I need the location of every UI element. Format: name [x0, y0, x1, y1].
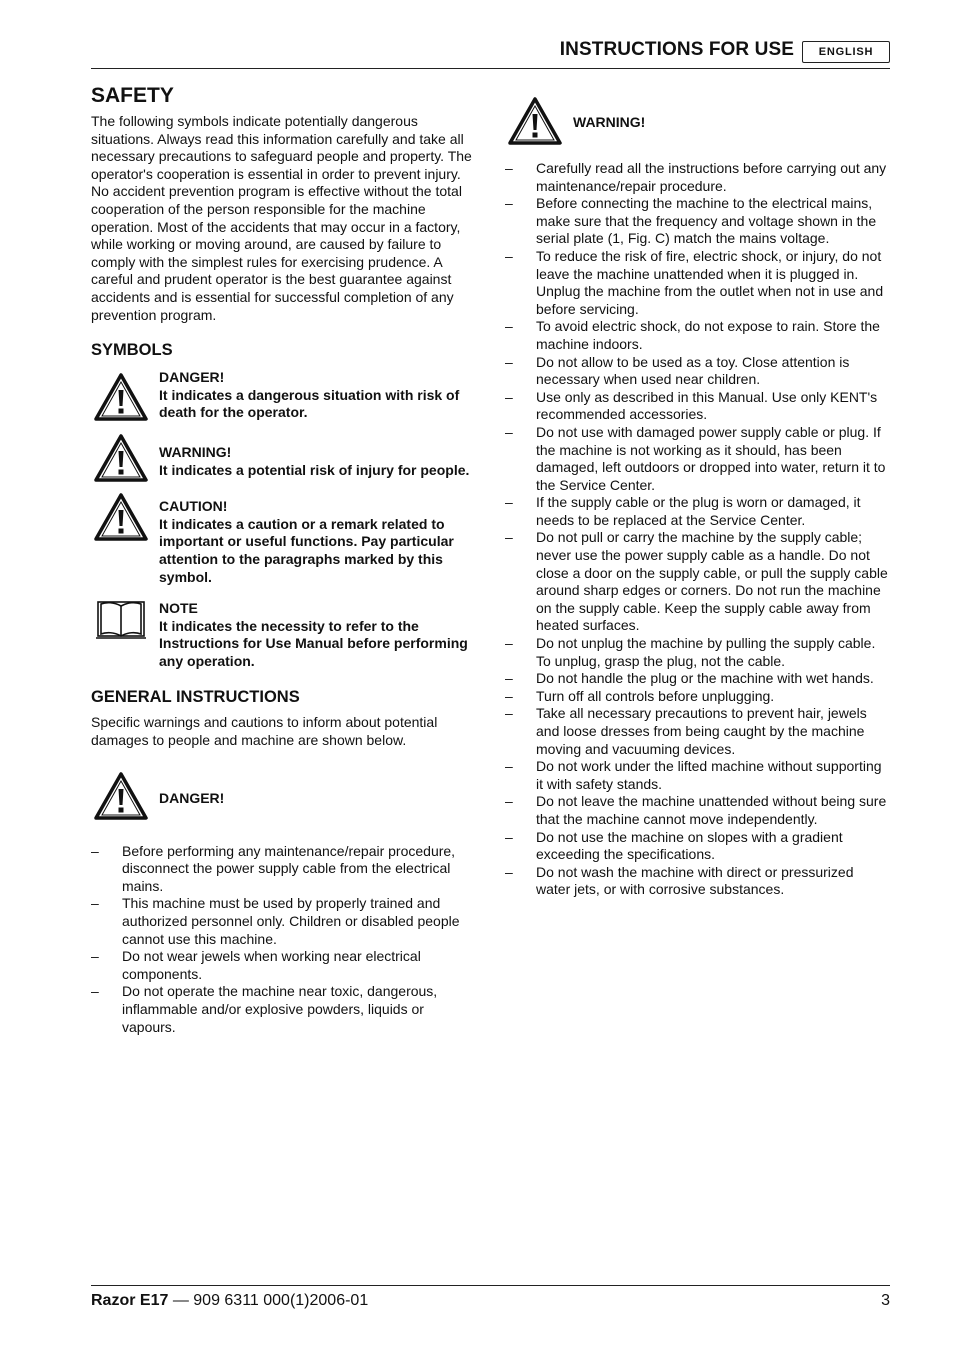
symbol-label: NOTE: [159, 600, 198, 617]
symbol-text: It indicates the necessity to refer to the Instructions for Use Manual before performing any operation.: [159, 617, 468, 669]
list-item: – Do not operate the machine near toxic, dangerous, inflammable and/or explosive powders, liquids or vapours.: [91, 983, 438, 1035]
safety-title: SAFETY: [91, 84, 174, 107]
symbol-caution: [91, 498, 476, 586]
list-item: – Do not wash the machine with direct or pressurized water jets, or with corrosive substances.: [505, 863, 854, 898]
right-column: [505, 84, 890, 899]
list-item: – If the supply cable or the plug is worn or damaged, it needs to be replaced at the Service Center.: [505, 494, 861, 528]
open-book-icon: [94, 596, 148, 646]
list-item: – Before connecting the machine to the electrical mains, make sure that the frequency and voltage shown in the serial plate (1, Fig. C) match the mains voltage.: [505, 195, 877, 247]
safety-intro: The following symbols indicate potentially dangerous situations. Always read this information carefully and take all necessary precautions to safeguard people and property. The operator's cooperation is essential in order to prevent injury. No accident prevention program is effective without the total cooperation of the person responsible for the machine operation. Most of the accidents that may occur in a factory, while working or moving around, are caused by failure to comply with the simplest rules for exercising prudence. A careful and prudent operator is the best guarantee against accidents and is essential for successful completion of any prevention program.: [91, 113, 472, 323]
warning-triangle-icon: [94, 433, 148, 483]
list-item: – Do not handle the plug or the machine with wet hands.: [505, 670, 874, 687]
list-item: – Turn off all controls before unplugging.: [505, 687, 775, 704]
warning-label: WARNING!: [573, 114, 646, 130]
danger-heading: [91, 750, 476, 830]
left-column: [91, 84, 476, 1036]
list-item: – Do not allow to be used as a toy. Close attention is necessary when used near children.: [505, 353, 850, 388]
page-number: 3: [881, 1292, 890, 1309]
footer-code: — 909 6311 000(1)2006-01: [168, 1292, 369, 1309]
symbol-text: It indicates a potential risk of injury for people.: [159, 461, 470, 478]
general-instructions-title: GENERAL INSTRUCTIONS: [91, 688, 300, 707]
symbol-text: It indicates a dangerous situation with risk of death for the operator.: [159, 386, 460, 421]
warning-heading: [505, 84, 890, 146]
symbol-label: CAUTION!: [159, 498, 228, 515]
header-title: INSTRUCTIONS FOR USE: [559, 39, 794, 60]
footer-model-code: [91, 1292, 368, 1310]
symbol-danger: [91, 369, 476, 429]
list-item: – Before performing any maintenance/repair procedure, disconnect the power supply cable from the electrical mains.: [91, 842, 456, 894]
warning-triangle-icon: [507, 96, 563, 146]
list-item: – To avoid electric shock, do not expose to rain. Store the machine indoors.: [505, 318, 880, 352]
list-item: – Carefully read all the instructions before carrying out any maintenance/repair procedure.: [505, 160, 887, 194]
footer-model: Razor E17: [91, 1292, 169, 1309]
page-header: [91, 38, 890, 69]
list-item: – Do not wear jewels when working near electrical components.: [91, 948, 421, 982]
list-item: – This machine must be used by properly trained and authorized personnel only. Children or disabled people cannot use this machine.: [91, 895, 460, 947]
list-item: – Do not pull or carry the machine by the supply cable; never use the power supply cable as a handle. Do not close a door on the supply cable, or pull the supply cable around sharp edges or corners. Do not run the machine on the supply cable. Keep the supply cable away from heated surfaces.: [505, 529, 888, 634]
list-item: – Do not use the machine on slopes with a gradient exceeding the specifications.: [505, 828, 843, 863]
list-item: – To reduce the risk of fire, electric shock, or injury, do not leave the machine unattended when it is plugged in. Unplug the machine from the outlet when not in use and before servicing.: [505, 247, 884, 317]
danger-label: DANGER!: [159, 789, 225, 806]
symbols-title: SYMBOLS: [91, 341, 173, 360]
list-item: – Take all necessary precautions to prevent hair, jewels and loose dresses from being caught by the machine moving and vacuuming devices.: [505, 705, 867, 757]
list-item: – Do not use with damaged power supply cable or plug. If the machine is not working as it should, has been damaged, left outdoors or dropped into water, return it to the Service Center.: [505, 423, 886, 493]
caution-triangle-icon: [94, 492, 148, 542]
warning-list: [505, 160, 890, 899]
symbol-label: WARNING!: [159, 444, 232, 461]
language-badge: ENGLISH: [802, 41, 890, 63]
general-intro: Specific warnings and cautions to inform about potential damages to people and machine are shown below.: [91, 714, 438, 749]
page-footer: [91, 1285, 890, 1309]
list-item: – Do not leave the machine unattended without being sure that the machine cannot move independently.: [505, 793, 887, 827]
list-item: – Do not unplug the machine by pulling the supply cable. To unplug, grasp the plug, not the cable.: [505, 635, 876, 669]
symbol-text: It indicates a caution or a remark related to important or useful functions. Pay particular attention to the paragraphs marked by this symbol.: [159, 515, 454, 585]
symbol-note: [91, 600, 476, 670]
symbol-warning: [91, 444, 476, 498]
list-item: – Do not work under the lifted machine without supporting it with safety stands.: [505, 758, 882, 792]
list-item: – Use only as described in this Manual. Use only KENT's recommended accessories.: [505, 388, 878, 423]
danger-triangle-icon: [93, 771, 149, 821]
danger-list: [91, 843, 476, 1037]
symbol-label: DANGER!: [159, 369, 225, 386]
danger-triangle-icon: [94, 372, 148, 422]
